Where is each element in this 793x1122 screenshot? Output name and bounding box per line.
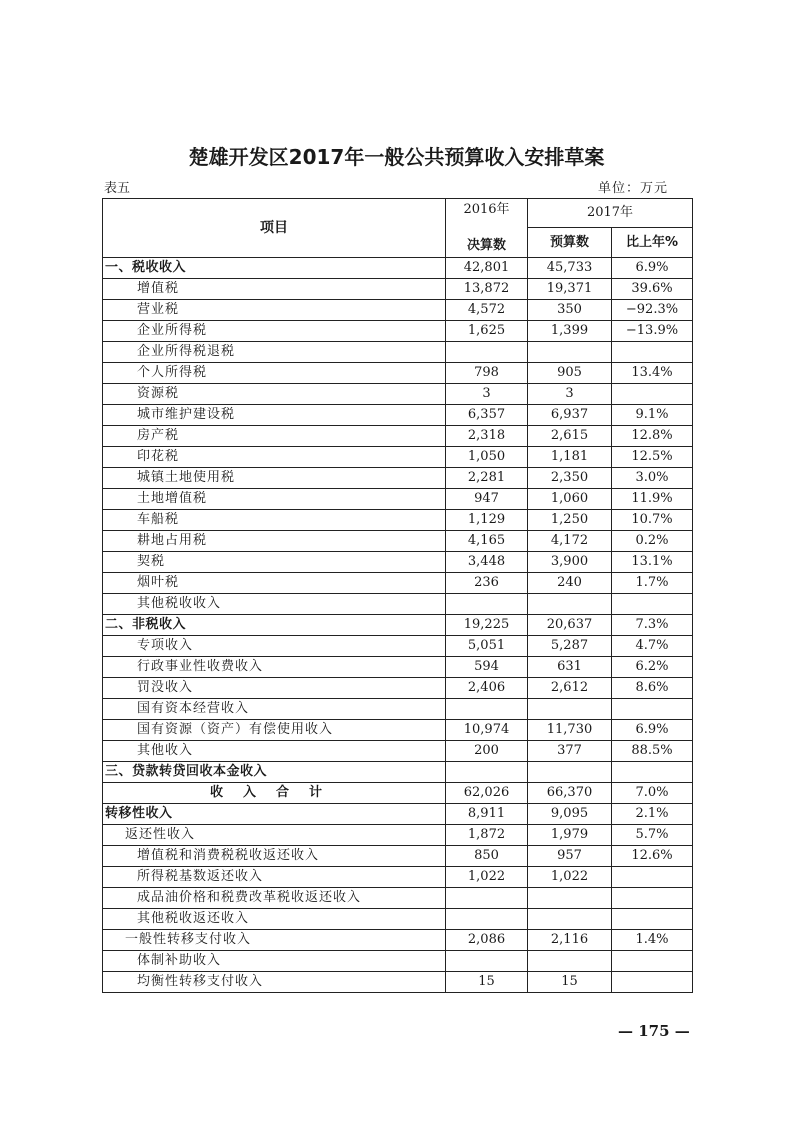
table-row [103,972,693,993]
row-value-2017-budget: 2,612 [528,678,612,699]
row-value-2016-final: 947 [446,489,528,510]
row-item-name: 返还性收入 [103,825,446,846]
row-item-name: 烟叶税 [103,573,446,594]
row-item-name: 二、非税收入 [103,615,446,636]
table-row [103,951,693,972]
row-item-name: 成品油价格和税费改革税收返还收入 [103,888,446,909]
row-value-2017-budget [528,909,612,930]
table-row [103,552,693,573]
table-row [103,300,693,321]
row-item-name: 均衡性转移支付收入 [103,972,446,993]
row-item-name: 行政事业性收费收入 [103,657,446,678]
row-item-name: 房产税 [103,426,446,447]
table-row [103,657,693,678]
row-item-name: 收入合计 [103,783,446,804]
row-change-percent: 10.7% [612,510,693,531]
row-value-2016-final: 594 [446,657,528,678]
header-col-budget: 预算数 [528,228,612,258]
row-value-2016-final [446,762,528,783]
row-value-2016-final [446,594,528,615]
table-row [103,531,693,552]
header-col-change: 比上年% [612,228,693,258]
row-item-name: 印花税 [103,447,446,468]
row-change-percent: 2.1% [612,804,693,825]
header-year-2017: 2017年 [528,199,693,228]
row-change-percent: 12.8% [612,426,693,447]
row-value-2017-budget: 2,116 [528,930,612,951]
page-title: 楚雄开发区2017年一般公共预算收入安排草案 [188,145,605,169]
row-value-2016-final [446,909,528,930]
row-item-name: 耕地占用税 [103,531,446,552]
row-change-percent: 6.9% [612,720,693,741]
row-value-2016-final: 42,801 [446,258,528,279]
row-value-2016-final: 2,406 [446,678,528,699]
row-value-2016-final: 1,129 [446,510,528,531]
row-value-2017-budget [528,762,612,783]
row-change-percent [612,594,693,615]
row-change-percent [612,342,693,363]
row-value-2016-final: 5,051 [446,636,528,657]
row-change-percent: 39.6% [612,279,693,300]
table-row [103,573,693,594]
row-change-percent: 12.5% [612,447,693,468]
table-row [103,468,693,489]
table-row [103,447,693,468]
table-row [103,615,693,636]
row-value-2016-final: 8,911 [446,804,528,825]
row-item-name: 营业税 [103,300,446,321]
row-change-percent [612,951,693,972]
row-value-2017-budget: 11,730 [528,720,612,741]
table-row [103,510,693,531]
row-value-2016-final: 850 [446,846,528,867]
row-change-percent: 13.1% [612,552,693,573]
row-change-percent: 1.7% [612,573,693,594]
header-row [103,199,693,228]
row-value-2016-final: 13,872 [446,279,528,300]
row-value-2016-final: 1,872 [446,825,528,846]
row-item-name: 契税 [103,552,446,573]
row-change-percent: 7.3% [612,615,693,636]
row-value-2016-final [446,888,528,909]
header-col-final: 决算数 [446,228,528,258]
row-value-2016-final: 15 [446,972,528,993]
row-item-name: 三、贷款转贷回收本金收入 [103,762,446,783]
row-value-2017-budget: 3,900 [528,552,612,573]
row-change-percent [612,888,693,909]
row-item-name: 国有资本经营收入 [103,699,446,720]
row-change-percent [612,972,693,993]
row-change-percent: −92.3% [612,300,693,321]
table-row [103,594,693,615]
row-change-percent: 5.7% [612,825,693,846]
row-value-2016-final: 4,165 [446,531,528,552]
row-value-2017-budget: 240 [528,573,612,594]
row-value-2017-budget: 5,287 [528,636,612,657]
row-value-2017-budget: 2,350 [528,468,612,489]
table-row [103,489,693,510]
row-item-name: 所得税基数返还收入 [103,867,446,888]
row-change-percent [612,867,693,888]
row-change-percent [612,699,693,720]
row-value-2017-budget: 45,733 [528,258,612,279]
table-row [103,258,693,279]
row-change-percent: −13.9% [612,321,693,342]
row-item-name: 城市维护建设税 [103,405,446,426]
header-item: 项目 [103,199,446,258]
row-item-name: 车船税 [103,510,446,531]
row-change-percent: 9.1% [612,405,693,426]
row-value-2016-final: 4,572 [446,300,528,321]
row-value-2017-budget: 1,181 [528,447,612,468]
row-value-2016-final: 1,625 [446,321,528,342]
row-change-percent: 11.9% [612,489,693,510]
row-value-2017-budget: 1,060 [528,489,612,510]
row-item-name: 一、税收收入 [103,258,446,279]
row-change-percent: 12.6% [612,846,693,867]
row-value-2017-budget: 957 [528,846,612,867]
row-change-percent: 7.0% [612,783,693,804]
row-change-percent: 88.5% [612,741,693,762]
row-value-2016-final: 2,086 [446,930,528,951]
row-value-2016-final: 1,022 [446,867,528,888]
table-row [103,825,693,846]
row-item-name: 体制补助收入 [103,951,446,972]
table-row [103,846,693,867]
row-item-name: 其他税收收入 [103,594,446,615]
row-change-percent: 4.7% [612,636,693,657]
row-value-2017-budget: 3 [528,384,612,405]
table-row [103,384,693,405]
table-row [103,720,693,741]
row-item-name: 罚没收入 [103,678,446,699]
row-change-percent: 3.0% [612,468,693,489]
row-value-2017-budget: 350 [528,300,612,321]
row-item-name: 专项收入 [103,636,446,657]
table-row [103,783,693,804]
table-row [103,321,693,342]
row-item-name: 一般性转移支付收入 [103,930,446,951]
row-value-2016-final [446,699,528,720]
row-change-percent [612,384,693,405]
row-value-2017-budget: 377 [528,741,612,762]
row-item-name: 城镇土地使用税 [103,468,446,489]
row-change-percent: 1.4% [612,930,693,951]
row-change-percent [612,762,693,783]
row-value-2016-final: 10,974 [446,720,528,741]
table-row [103,405,693,426]
row-value-2017-budget: 4,172 [528,531,612,552]
row-value-2017-budget: 631 [528,657,612,678]
row-value-2017-budget: 9,095 [528,804,612,825]
row-change-percent [612,909,693,930]
table-row [103,741,693,762]
row-value-2017-budget [528,888,612,909]
row-item-name: 其他收入 [103,741,446,762]
row-value-2016-final: 200 [446,741,528,762]
unit-label: 单位：万元 [598,181,669,196]
row-value-2016-final: 6,357 [446,405,528,426]
row-item-name: 其他税收返还收入 [103,909,446,930]
row-value-2017-budget: 20,637 [528,615,612,636]
table-row [103,930,693,951]
table-row [103,888,693,909]
row-value-2017-budget [528,951,612,972]
row-value-2017-budget: 1,022 [528,867,612,888]
row-item-name: 增值税和消费税税收返还收入 [103,846,446,867]
table-row [103,279,693,300]
row-value-2017-budget [528,699,612,720]
row-change-percent: 13.4% [612,363,693,384]
row-value-2016-final [446,951,528,972]
row-item-name: 国有资源（资产）有偿使用收入 [103,720,446,741]
row-value-2017-budget: 2,615 [528,426,612,447]
table-label: 表五 [104,181,131,196]
row-value-2016-final: 798 [446,363,528,384]
row-value-2016-final: 1,050 [446,447,528,468]
table-row [103,363,693,384]
row-item-name: 个人所得税 [103,363,446,384]
row-change-percent: 6.9% [612,258,693,279]
row-value-2017-budget: 6,937 [528,405,612,426]
table-row [103,678,693,699]
row-value-2016-final: 19,225 [446,615,528,636]
row-item-name: 转移性收入 [103,804,446,825]
row-change-percent: 0.2% [612,531,693,552]
row-value-2016-final [446,342,528,363]
row-value-2017-budget: 1,250 [528,510,612,531]
table-row [103,762,693,783]
row-item-name: 土地增值税 [103,489,446,510]
row-value-2017-budget: 66,370 [528,783,612,804]
table-row [103,636,693,657]
row-item-name: 资源税 [103,384,446,405]
row-value-2017-budget: 19,371 [528,279,612,300]
row-value-2016-final: 62,026 [446,783,528,804]
row-item-name: 增值税 [103,279,446,300]
row-value-2016-final: 2,281 [446,468,528,489]
row-item-name: 企业所得税 [103,321,446,342]
row-value-2016-final: 236 [446,573,528,594]
row-value-2016-final: 2,318 [446,426,528,447]
table-row [103,909,693,930]
row-change-percent: 8.6% [612,678,693,699]
header-year-2016: 2016年 [446,199,528,228]
row-value-2016-final: 3 [446,384,528,405]
table-row [103,342,693,363]
row-value-2017-budget: 15 [528,972,612,993]
table-row [103,699,693,720]
row-value-2017-budget: 1,979 [528,825,612,846]
budget-table [102,198,693,993]
table-row [103,804,693,825]
row-item-name: 企业所得税退税 [103,342,446,363]
row-value-2017-budget: 1,399 [528,321,612,342]
page-number: — 175 — [618,1022,690,1040]
row-value-2017-budget [528,594,612,615]
row-value-2016-final: 3,448 [446,552,528,573]
row-value-2017-budget [528,342,612,363]
table-row [103,867,693,888]
row-change-percent: 6.2% [612,657,693,678]
table-row [103,426,693,447]
row-value-2017-budget: 905 [528,363,612,384]
